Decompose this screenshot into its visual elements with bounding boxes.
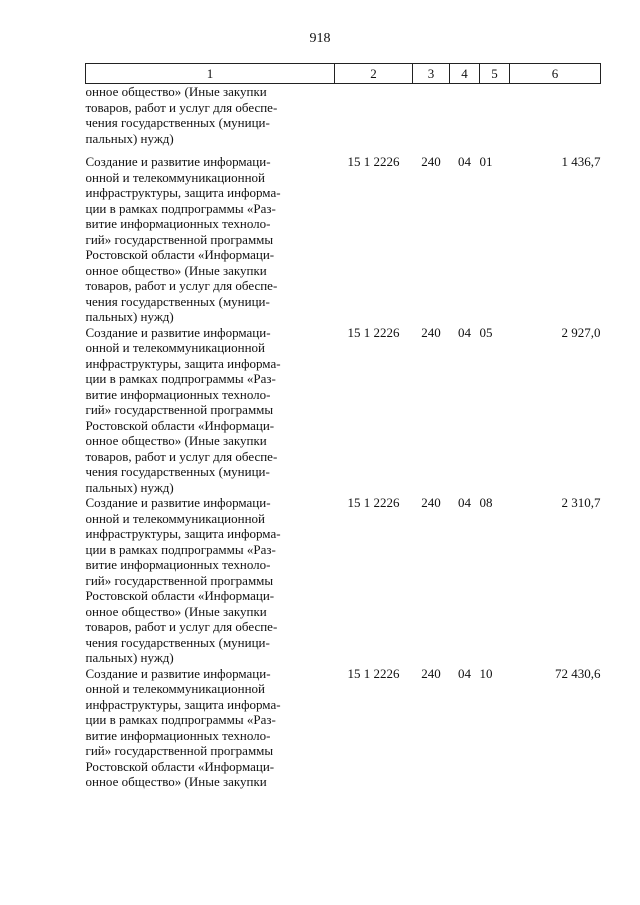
description-line: Создание и развитие информаци- [85, 495, 271, 510]
description-line: онной и телекоммуникационной [85, 510, 265, 526]
description-line: онной и телекоммуникационной [85, 340, 265, 355]
description-line: чения государственных (муници- [85, 293, 270, 309]
description-line: Создание и развитие информаци- [85, 154, 271, 169]
row-expense-type: 240 [421, 665, 441, 681]
row-description [86, 666, 335, 790]
description-line: ции в рамках подпрограммы «Раз- [85, 541, 276, 557]
description-line: онное общество» (Иные закупки [85, 84, 267, 99]
row-amount: 1 436,7 [561, 154, 601, 169]
description-line: чения государственных (муници- [85, 464, 270, 479]
column-header-description: 1 [86, 64, 335, 84]
description-line: инфраструктуры, защита информа- [85, 526, 281, 541]
description-line: пальных) нужд) [85, 479, 174, 495]
row-target-code: 15 1 2226 [347, 495, 400, 510]
description-line: гий» государственной программы [85, 402, 274, 417]
row-expense-type: 240 [421, 324, 441, 340]
description-line: Ростовской области «Информаци- [85, 247, 275, 262]
description-line: Ростовской области «Информаци- [85, 417, 275, 433]
description-line: онное общество» (Иные закупки [85, 262, 267, 278]
row-amount: 2 927,0 [561, 324, 601, 340]
description-line: инфраструктуры, защита информа- [85, 696, 281, 712]
column-header-code: 2 [335, 64, 413, 84]
table-row [86, 495, 601, 666]
table-row [86, 666, 601, 790]
row-subsection: 05 [479, 324, 493, 340]
description-line: витие информационных техноло- [85, 386, 271, 402]
description-line: товаров, работ и услуг для обеспе- [85, 278, 278, 293]
row-amount: 72 430,6 [555, 665, 601, 681]
row-section: 04 [458, 324, 471, 340]
description-line: товаров, работ и услуг для обеспе- [85, 448, 278, 464]
row-description [86, 325, 335, 496]
description-line: товаров, работ и услуг для обеспе- [85, 99, 278, 115]
row-target-code: 15 1 2226 [347, 665, 400, 681]
row-description [86, 84, 335, 155]
description-line: ции в рамках подпрограммы «Раз- [85, 712, 276, 727]
description-line: витие информационных техноло- [85, 216, 271, 231]
description-line: онной и телекоммуникационной [85, 681, 265, 696]
row-section: 04 [458, 665, 471, 681]
description-line: Ростовской области «Информаци- [85, 758, 275, 774]
column-header-type: 3 [413, 64, 450, 84]
description-line: чения государственных (муници- [85, 634, 270, 650]
row-subsection: 01 [479, 154, 493, 169]
column-header-section: 4 [450, 64, 480, 84]
description-line: Ростовской области «Информаци- [85, 588, 275, 603]
description-line: пальных) нужд) [85, 130, 174, 146]
description-line: ции в рамках подпрограммы «Раз- [85, 200, 276, 216]
row-target-code: 15 1 2226 [347, 154, 400, 169]
row-description [86, 495, 335, 666]
row-subsection: 10 [479, 665, 493, 681]
description-line: ции в рамках подпрограммы «Раз- [85, 371, 276, 386]
table-row [86, 154, 601, 325]
description-line: инфраструктуры, защита информа- [85, 185, 281, 200]
description-line: витие информационных техноло- [85, 727, 271, 743]
row-expense-type: 240 [421, 495, 441, 510]
description-line: чения государственных (муници- [85, 115, 270, 130]
description-line: Создание и развитие информаци- [85, 324, 271, 340]
page-number: 918 [309, 31, 331, 46]
description-line: инфраструктуры, защита информа- [85, 355, 281, 371]
row-section: 04 [458, 154, 471, 169]
column-header-subsection: 5 [480, 64, 510, 84]
description-line: онное общество» (Иные закупки [85, 774, 267, 789]
column-header-amount: 6 [510, 64, 601, 84]
description-line: товаров, работ и услуг для обеспе- [85, 619, 278, 634]
table-header-row [86, 64, 601, 84]
description-line: пальных) нужд) [85, 650, 174, 665]
table-row [86, 325, 601, 496]
row-subsection: 08 [479, 495, 493, 510]
row-amount: 2 310,7 [561, 495, 601, 510]
table-row-continuation [86, 84, 601, 155]
description-line: онное общество» (Иные закупки [85, 603, 267, 619]
description-line: онное общество» (Иные закупки [85, 433, 267, 448]
row-description [86, 154, 335, 325]
description-line: пальных) нужд) [85, 309, 174, 324]
row-target-code: 15 1 2226 [347, 324, 400, 340]
row-expense-type: 240 [421, 154, 441, 169]
description-line: Создание и развитие информаци- [85, 665, 271, 681]
row-section: 04 [458, 495, 471, 510]
description-line: витие информационных техноло- [85, 557, 271, 572]
description-line: онной и телекоммуникационной [85, 169, 265, 185]
description-line: гий» государственной программы [85, 572, 274, 588]
description-line: гий» государственной программы [85, 231, 274, 247]
description-line: гий» государственной программы [85, 743, 274, 758]
budget-table [85, 63, 601, 790]
